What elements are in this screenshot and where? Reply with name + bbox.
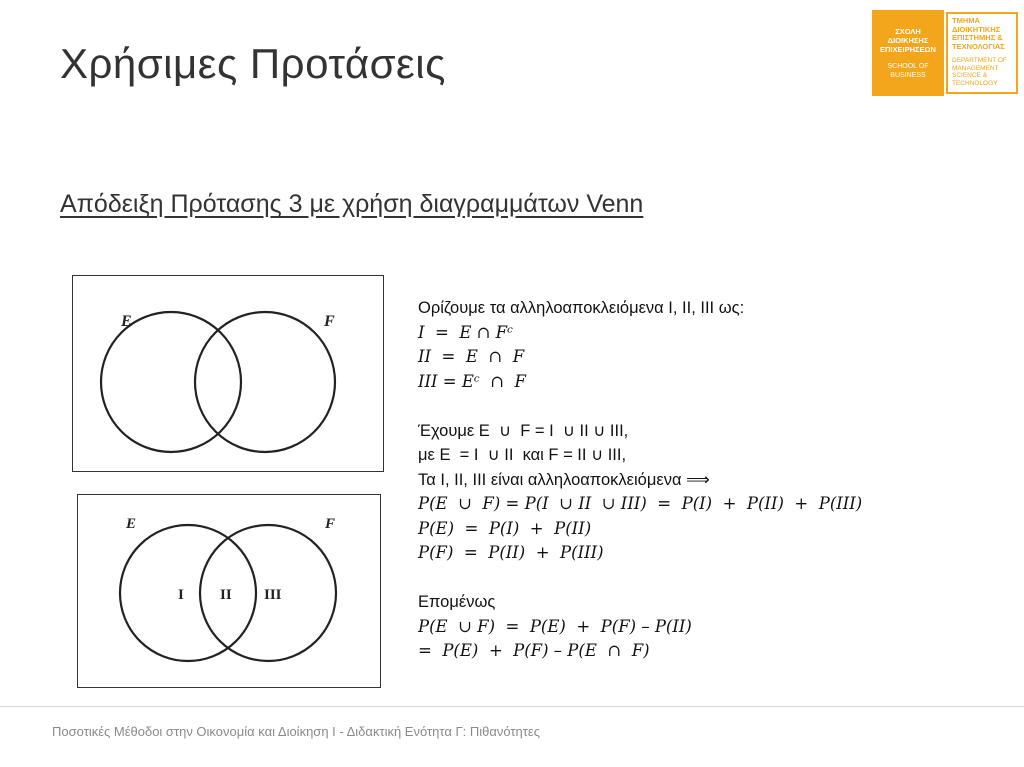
proof-line: Ορίζουμε τα αλληλοαποκλειόμενα I, II, III ως:: [418, 299, 745, 317]
label-e: E: [126, 516, 137, 532]
circle-e: [101, 312, 241, 452]
proof-line: Τα I, II, III είναι αλληλοαποκλειόμενα ⟹: [418, 470, 710, 489]
region-one-label: I: [178, 587, 184, 603]
proof-line: P(E ∪ F) = P(E) + P(F) – P(II): [418, 616, 692, 636]
region-three-label: III: [264, 587, 282, 603]
venn-diagram-top: [72, 275, 384, 472]
venn-diagram-bottom: [77, 494, 381, 688]
label-e: E: [121, 313, 132, 330]
university-logo: [872, 10, 1018, 96]
proof-line: P(E) = P(I) + P(II): [418, 518, 592, 538]
proof-spacer: [418, 566, 958, 591]
logo-school-name-en: SCHOOL OF BUSINESS: [887, 62, 929, 79]
proof-line: Επομένως: [418, 593, 496, 611]
logo-department-block: [946, 12, 1018, 94]
proof-line: II = E ∩ F: [418, 347, 525, 366]
proof-line: I = E ∩ Fᶜ: [418, 322, 513, 342]
slide-footer: Ποσοτικές Μέθοδοι στην Οικονομία και Διοίκηση Ι - Διδακτική Ενότητα Γ: Πιθανότητες: [52, 724, 540, 739]
logo-department-name-en: DEPARTMENT OF MANAGEMENT SCIENCE & TECHNOLOGY: [952, 57, 1007, 87]
logo-school-name: ΣΧΟΛΗ ΔΙΟΙΚΗΣΗΣ ΕΠΙΧΕΙΡΗΣΕΩΝ: [880, 26, 936, 54]
proof-spacer: [418, 394, 958, 419]
proof-line: P(E ∪ F) = P(I ∪ II ∪ III) = P(I) + P(II) + P(III): [418, 494, 863, 513]
logo-department-name: ΤΜΗΜΑ ΔΙΟΙΚΗΤΙΚΗΣ ΕΠΙΣΤΗΜΗΣ & ΤΕΧΝΟΛΟΓΙΑΣ: [952, 16, 1005, 51]
footer-divider: [0, 706, 1024, 707]
proof-line: P(F) = P(II) + P(III): [418, 543, 604, 562]
logo-school-block: [872, 10, 944, 96]
label-f: F: [325, 516, 336, 532]
circle-f: [195, 312, 335, 452]
proof-line: III = Eᶜ ∩ F: [418, 371, 526, 391]
proof-line: Έχουμε E ∪ F = I ∪ II ∪ III,: [418, 421, 629, 440]
proof-line: = P(E) + P(F) – P(E ∩ F): [418, 641, 650, 660]
proof-line: με E = I ∪ II και F = II ∪ III,: [418, 446, 627, 464]
proof-text: [418, 296, 958, 664]
slide-title: Χρήσιμες Προτάσεις: [60, 40, 446, 87]
slide-subtitle: Απόδειξη Πρότασης 3 με χρήση διαγραμμάτων Venn: [60, 190, 644, 218]
region-two-label: II: [220, 587, 232, 603]
label-f: F: [324, 313, 335, 330]
circle-e: [120, 525, 256, 661]
